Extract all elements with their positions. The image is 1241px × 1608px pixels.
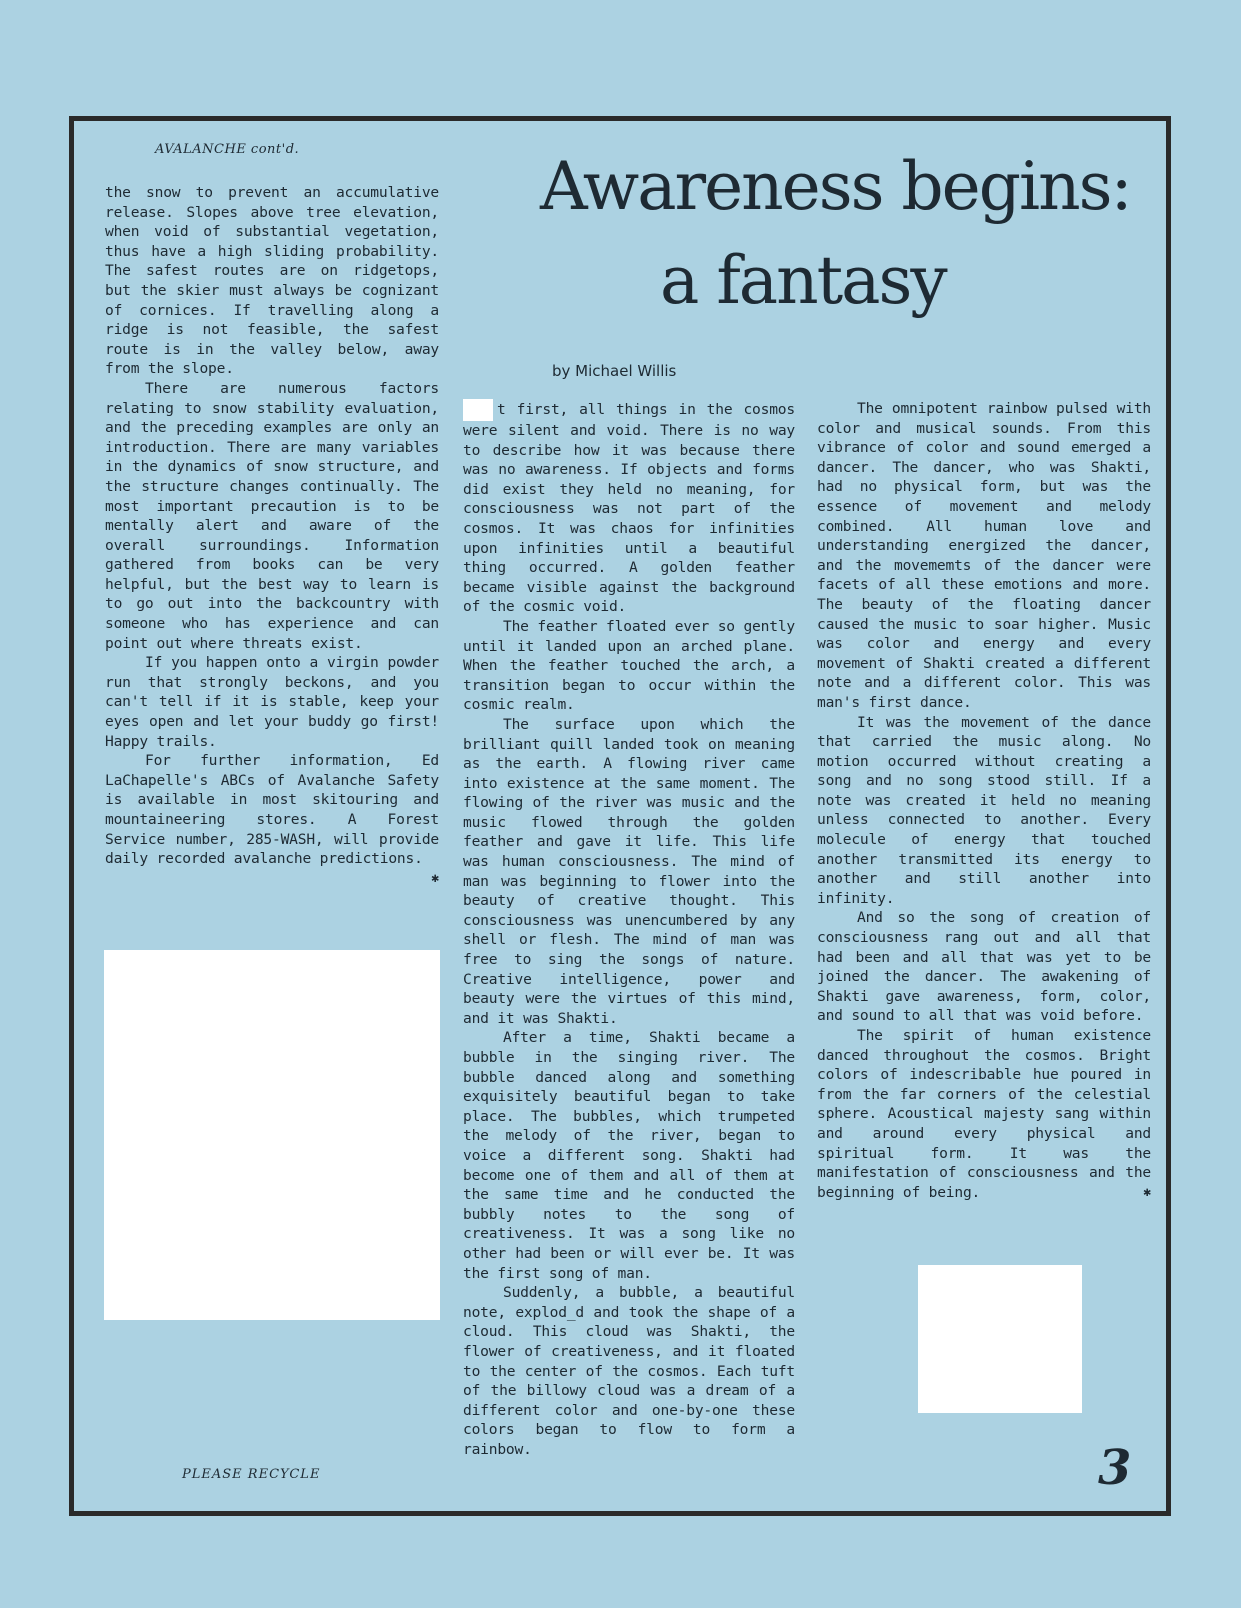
paragraph: t first, all things in the cosmos were silent and void. There is no way to describe how it was because there was no awareness. If objects and forms did exist they held no meaning, for consciousness was not part of the cosmos. It was chaos for infinities upon infinities until a beautiful thing occurred. A golden feather became visible against the background of the cosmic void.: [463, 401, 795, 616]
paragraph: If you happen onto a virgin powder run that strongly beckons, and you can't tell if it is stable, keep your eyes open and let your buddy go first! Happy trails.: [105, 654, 439, 750]
image-placeholder-left: [104, 950, 440, 1320]
byline: by Michael Willis: [552, 362, 677, 380]
continued-label: AVALANCHE cont'd.: [155, 142, 300, 157]
left-column: [105, 183, 439, 888]
recycle-note: PLEASE RECYCLE: [182, 1467, 321, 1482]
paragraph: There are numerous factors relating to snow stability evaluation, and the preceding examples are only an introduction. There are many variables in the dynamics of snow structure, and the structure changes continually. The most important precaution is to be mentally alert and aware of the overall surroundings. Information gathered from books can be very helpful, but the best way to learn is to go out into the backcountry with someone who has experience and can point out where threats exist.: [105, 379, 439, 652]
end-mark-icon: ✱: [1143, 1184, 1151, 1200]
paragraph: It was the movement of the dance that carried the music along. No motion occurred without creating a song and no song stood still. If a note was created it held no meaning unless connected to another. Every molecule of energy that touched another transmitted its energy to another and still another into infinity.: [817, 713, 1151, 907]
image-placeholder-right: [918, 1265, 1082, 1413]
page-number: 3: [1098, 1440, 1132, 1496]
paragraph: The omnipotent rainbow pulsed with color and musical sounds. From this vibrance of color and sound emerged a dancer. The dancer, who was Shakti, had no physical form, but was the essence of movement and melody combined. All human love and understanding energized the dancer, and the movememts of the dancer were facets of all these emotions and more. The beauty of the floating dancer caused the music to soar higher. Music was color and energy and every movement of Shakti created a different note and a different color. This was man's first dance.: [817, 400, 1151, 711]
paragraph: The feather floated ever so gently until it landed upon an arched plane. When the feather touched the arch, a transition began to occur within the cosmic realm.: [463, 617, 795, 714]
paragraph: the snow to prevent an accumulative release. Slopes above tree elevation, when void of substantial vegetation, thus have a high sliding probability. The safest routes are on ridgetops, but the skier must always be cognizant of cornices. If travelling along a ridge is not feasible, the safest route is in the valley below, away from the slope.: [105, 184, 439, 378]
paragraph: The spirit of human existence danced throughout the cosmos. Bright colors of indescribable hue poured in from the far corners of the celestial sphere. Acoustical majesty sang within and around every physical and spiritual form. It was the manifestation of consciousness and the beginning of being. ✱: [817, 1027, 1151, 1201]
right-column: [817, 399, 1151, 1202]
paragraph: After a time, Shakti became a bubble in the singing river. The bubble danced along and something exquisitely beautiful began to take place. The bubbles, which trumpeted the melody of the river, began to voice a different song. Shakti had become one of them and all of them at the same time and he conducted the bubbly notes to the song of creativeness. It was a song like no other had been or will ever be. It was the first song of man.: [463, 1029, 795, 1282]
paragraph: And so the song of creation of consciousness rang out and all that had been and all that was yet to be joined the dancer. The awakening of Shakti gave awareness, form, color, and sound to all that was void before.: [817, 909, 1151, 1025]
drop-cap: [463, 399, 493, 421]
end-mark-icon: ✱: [431, 870, 439, 886]
paragraph: The surface upon which the brilliant quill landed took on meaning as the earth. A flowing river came into existence at the same moment. The flowing of the river was music and the music flowed through the golden feather and gave it life. This life was human consciousness. The mind of man was beginning to flower into the beauty of creative thought. This consciousness was unencumbered by any shell or flesh. The mind of man was free to sing the songs of nature. Creative intelligence, power and beauty were the virtues of this mind, and it was Shakti.: [463, 715, 795, 1027]
article-title-line2: a fantasy: [660, 242, 946, 319]
paragraph: Suddenly, a bubble, a beautiful note, explod_d and took the shape of a cloud. This cloud was Shakti, the flower of creativeness, and it floated to the center of the cosmos. Each tuft of the billowy cloud was a dream of a different color and one-by-one these colors began to flow to form a rainbow.: [463, 1284, 795, 1458]
article-title-line1: Awareness begins:: [540, 148, 1131, 225]
paragraph: For further information, Ed LaChapelle's ABCs of Avalanche Safety is available in most skitouring and mountaineering stores. A Forest Service number, 285-WASH, will provide daily recorded avalanche predictions. ✱: [105, 751, 439, 869]
middle-column: [463, 399, 795, 1459]
